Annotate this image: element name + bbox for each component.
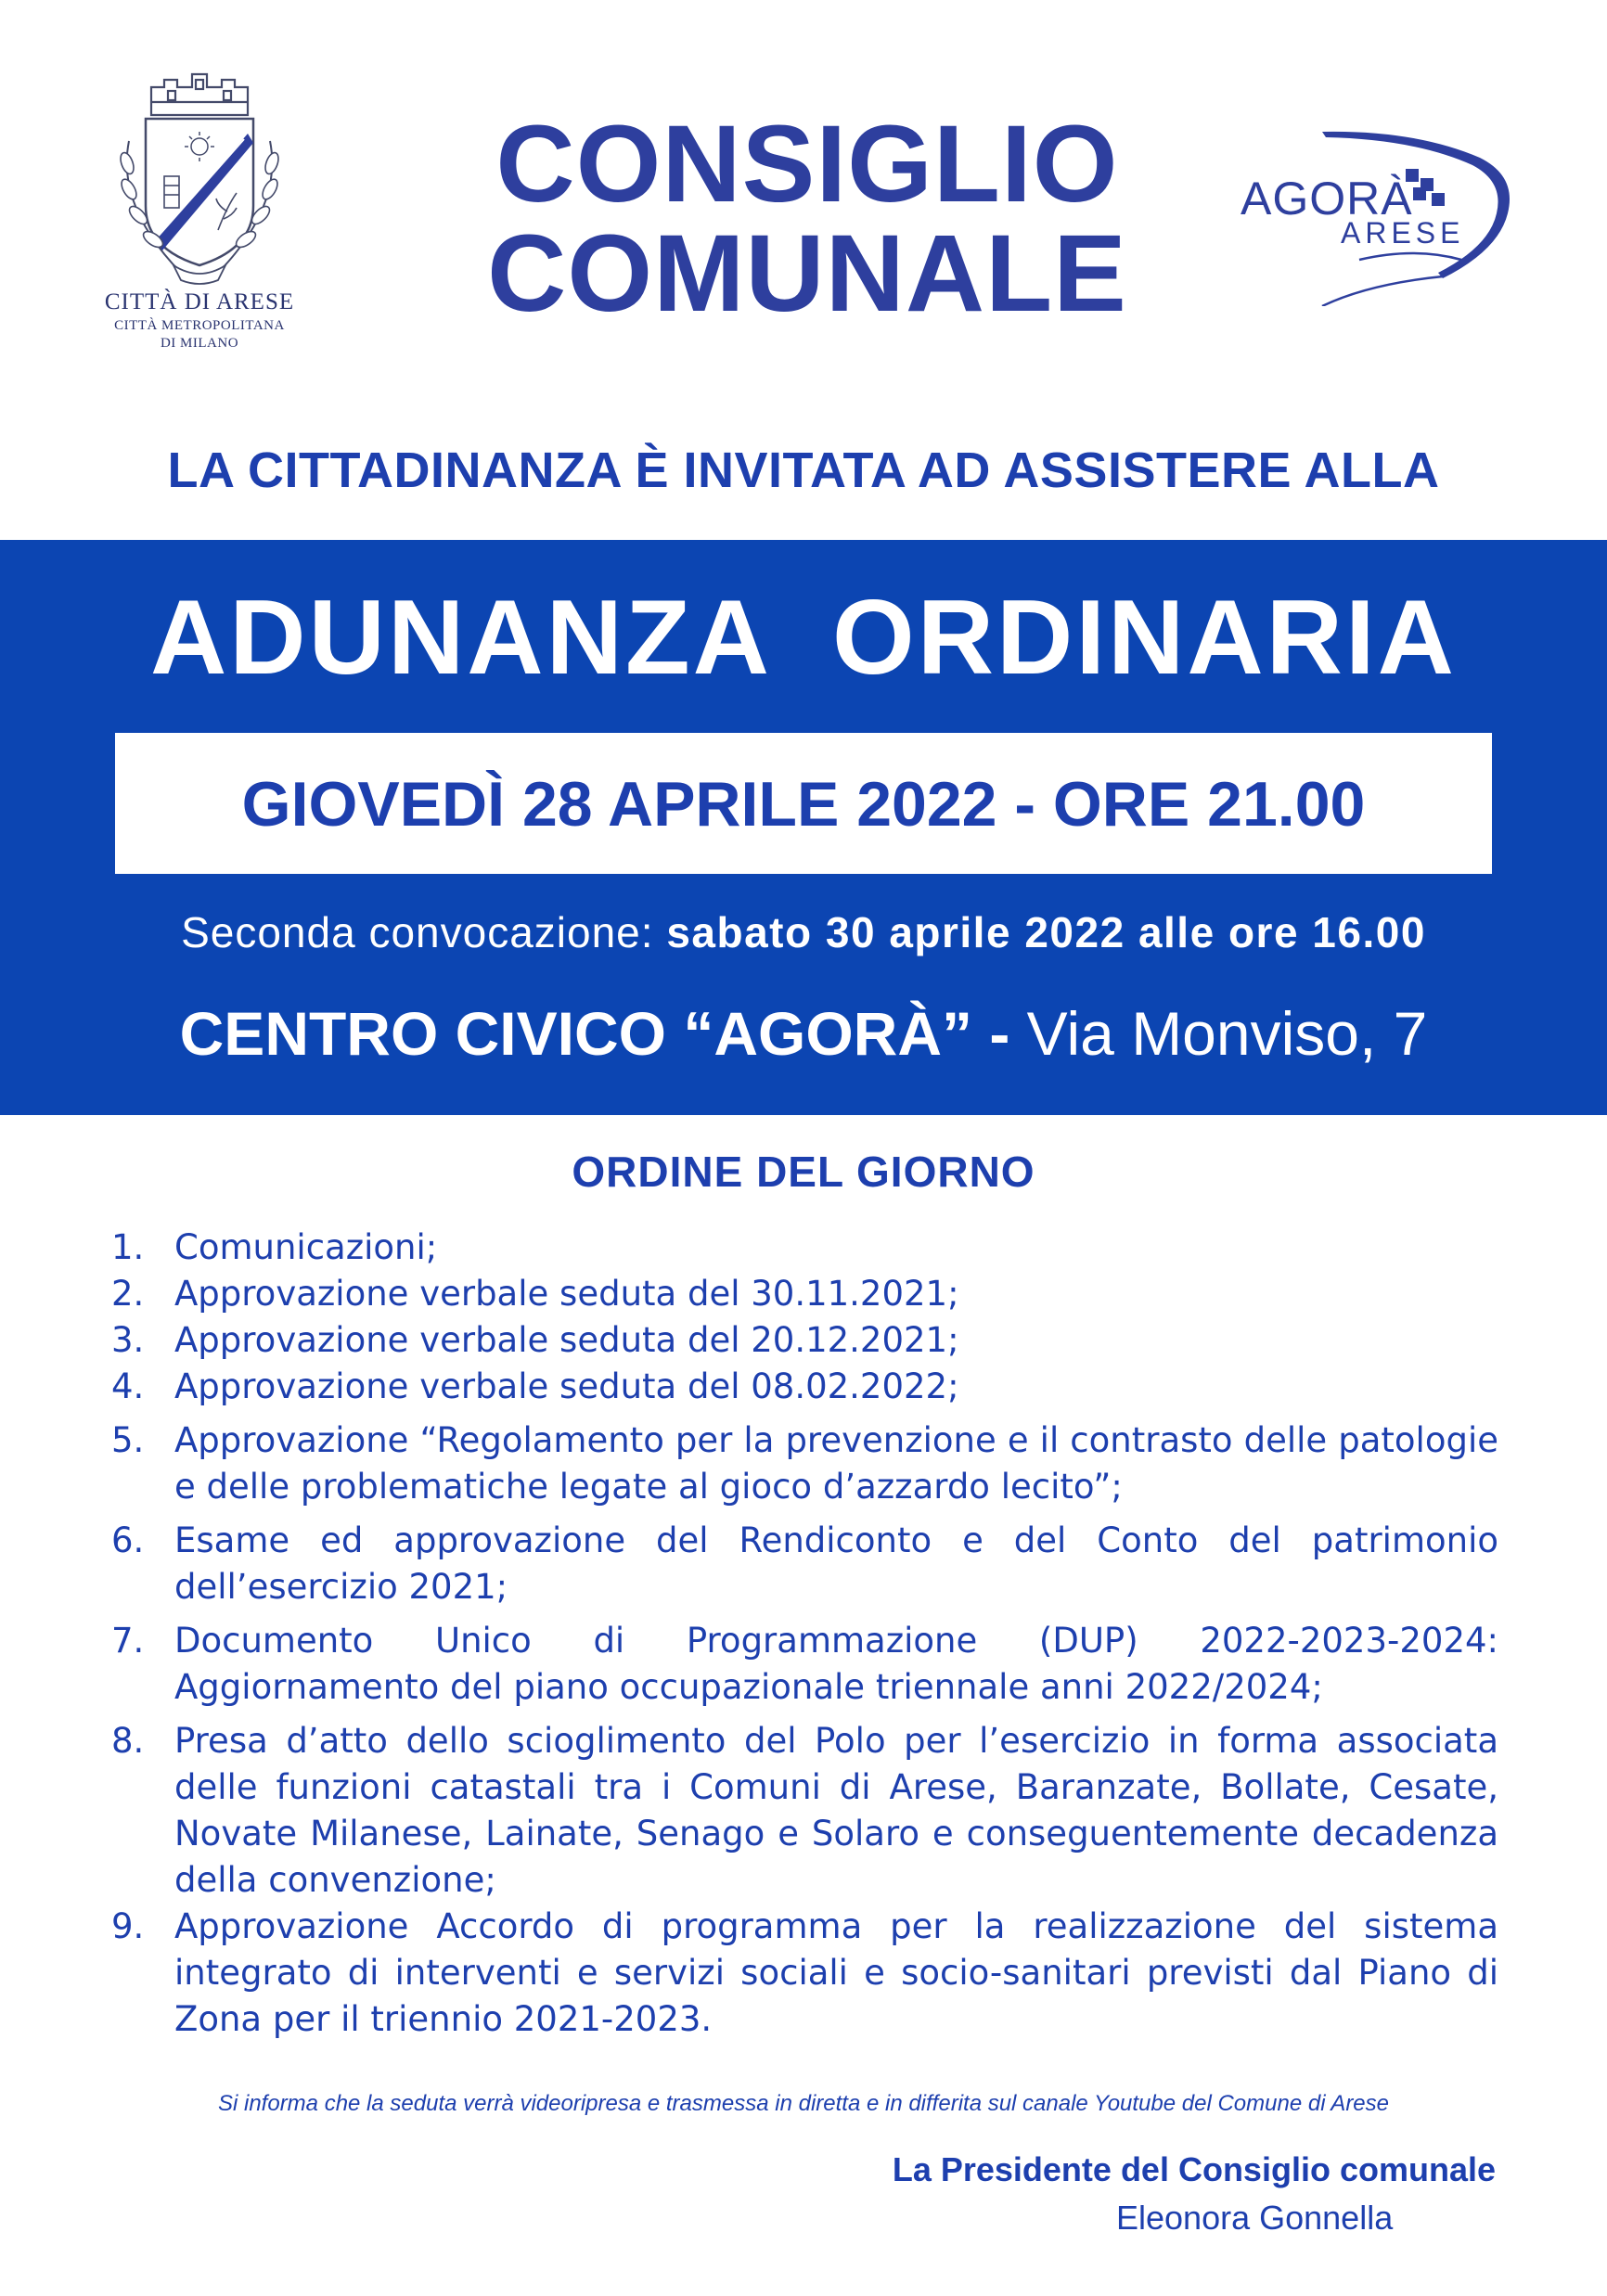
agenda-list xyxy=(111,1225,1498,2043)
agora-logo-subword: ARESE xyxy=(1341,216,1465,250)
crest-city-name: CITTÀ DI ARESE xyxy=(104,289,295,314)
agenda-item-text: Presa d’atto dello scioglimento del Polo per l’esercizio in forma associata delle funzioni catastali tra i Comuni di Arese, Baranzate, Bollate, Cesate, Novate Milanese, Lainate, Senago e Solaro e conseguentemente decadenza della convenzione; xyxy=(174,1721,1498,1900)
agenda-item-number: 6. xyxy=(111,1520,145,1560)
agenda-item-number: 7. xyxy=(111,1621,145,1661)
place-address: Via Monviso, 7 xyxy=(1026,999,1428,1068)
agenda-item-number: 3. xyxy=(111,1320,145,1360)
agenda-item xyxy=(111,1271,1498,1317)
agenda-item xyxy=(111,1518,1498,1610)
agenda-title: ORDINE DEL GIORNO xyxy=(572,1148,1035,1196)
agenda-item-text: Approvazione verbale seduta del 30.11.2021; xyxy=(174,1274,959,1314)
agenda-item-text: Approvazione verbale seduta del 08.02.2022; xyxy=(174,1366,959,1406)
streaming-note: Si informa che la seduta verrà videoripresa e trasmessa in diretta e in differita sul canale Youtube del Comune di Arese xyxy=(217,2091,1389,2116)
second-call-line xyxy=(0,907,1607,957)
meeting-place xyxy=(0,998,1607,1069)
agenda-item xyxy=(111,1317,1498,1364)
agenda-item xyxy=(111,1718,1498,1904)
agenda-item-text: Approvazione Accordo di programma per la realizzazione del sistema integrato di interventi e servizi sociali e socio-sanitari previsti dal Piano di Zona per il triennio 2021-2023. xyxy=(174,1906,1498,2039)
title-line-1: CONSIGLIO xyxy=(495,103,1119,225)
signature-name: Eleonora Gonnella xyxy=(1116,2199,1394,2237)
page-title xyxy=(436,103,1178,335)
second-call-label: Seconda convocazione: xyxy=(181,908,654,956)
agenda-item xyxy=(111,1417,1498,1510)
signature-role: La Presidente del Consiglio comunale xyxy=(892,2150,1496,2188)
invitation-line: LA CITTADINANZA È INVITATA AD ASSISTERE ALLA xyxy=(167,443,1440,498)
agenda-item-number: 8. xyxy=(111,1721,145,1761)
agenda-item-number: 4. xyxy=(111,1366,145,1406)
agenda-item-text: Esame ed approvazione del Rendiconto e del Conto del patrimonio dell’esercizio 2021; xyxy=(174,1520,1498,1607)
agenda-item xyxy=(111,1364,1498,1410)
agenda-item-text: Approvazione verbale seduta del 20.12.2021; xyxy=(174,1320,959,1360)
place-name: CENTRO CIVICO “AGORÀ” - xyxy=(179,999,1010,1068)
agenda-item-number: 1. xyxy=(111,1227,145,1267)
agenda-item xyxy=(111,1904,1498,2043)
agenda-item-text: Comunicazioni; xyxy=(174,1227,438,1267)
agenda-item-number: 9. xyxy=(111,1906,145,1946)
agenda-item-number: 2. xyxy=(111,1274,145,1314)
meeting-type-title: ADUNANZA ORDINARIA xyxy=(149,579,1458,697)
agenda-item xyxy=(111,1618,1498,1711)
crest-metro-label-line2: DI MILANO xyxy=(160,336,239,351)
agora-logo-word: AGORÀ xyxy=(1241,173,1413,224)
agenda-item-text: Documento Unico di Programmazione (DUP) 2022-2023-2024: Aggiornamento del piano occupazionale triennale anni 2022/2024; xyxy=(174,1621,1498,1707)
second-call-date: sabato 30 aprile 2022 alle ore 16.00 xyxy=(666,908,1426,956)
crest-metro-label: CITTÀ METROPOLITANA xyxy=(114,318,285,333)
agenda-item-text: Approvazione “Regolamento per la prevenzione e il contrasto delle patologie e delle problematiche legate al gioco d’azzardo lecito”; xyxy=(174,1420,1498,1507)
agenda-item-number: 5. xyxy=(111,1420,145,1460)
title-line-2: COMUNALE xyxy=(487,212,1127,335)
agenda-item xyxy=(111,1225,1498,1271)
meeting-date: GIOVEDÌ 28 APRILE 2022 - ORE 21.00 xyxy=(241,769,1366,840)
